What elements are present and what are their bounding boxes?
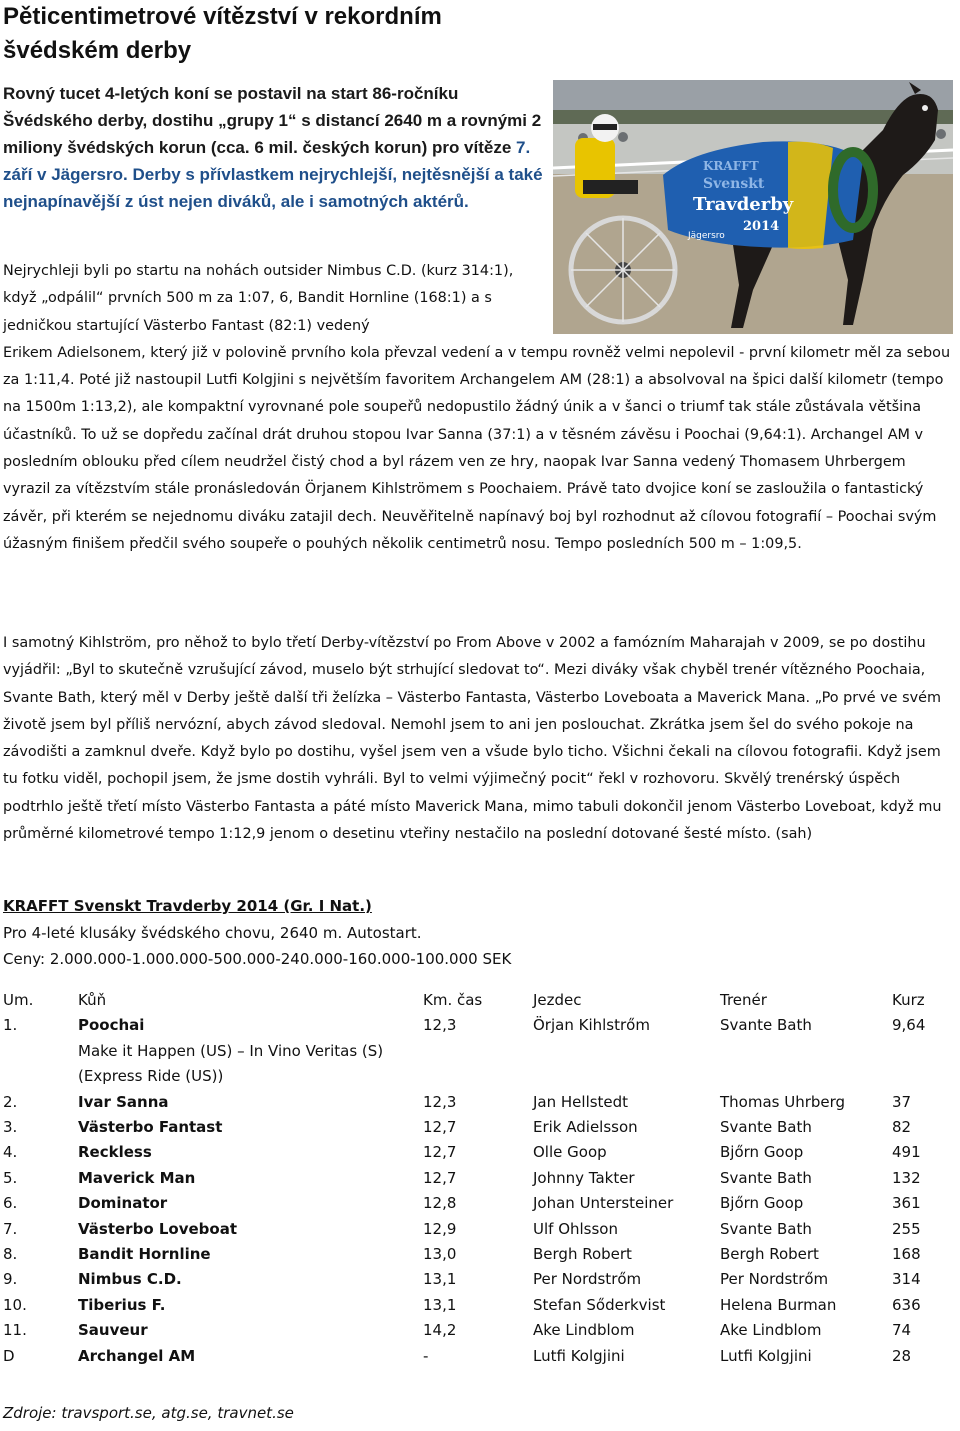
cell-horse xyxy=(78,1217,423,1242)
cell-horse xyxy=(78,1013,423,1089)
cell-horse xyxy=(78,1166,423,1191)
cell-time: 13,1 xyxy=(423,1295,457,1314)
cell-horse xyxy=(78,1293,423,1318)
horse-name: Tiberius F. xyxy=(78,1295,166,1314)
horse-name: Nimbus C.D. xyxy=(78,1270,182,1289)
table-row xyxy=(3,1267,952,1292)
blanket-text-1: KRAFFT xyxy=(703,159,759,173)
table-row xyxy=(3,1166,952,1191)
cell-odds: 361 xyxy=(892,1194,921,1213)
cell-position: 9. xyxy=(3,1270,18,1289)
cell-driver: Johan Untersteiner xyxy=(533,1194,674,1213)
cell-odds: 9,64 xyxy=(892,1016,926,1035)
table-row xyxy=(3,1140,952,1165)
header-time: Km. čas xyxy=(423,991,483,1009)
article-paragraph-2: I samotný Kihlström, pro něhož to bylo třetí Derby-vítězství po From Above v 2002 a famózním Maharajah v 2009, se po dostihu vyjádřil: „Byl to skutečně vzrušující závod, muselo být strhující sledovat to“. Mezi diváky však chyběl trenér vítězného Poochaia, Svante Bath, který měl v Derby ještě další tři želízka – Västerbo Fantasta, Västerbo Loveboata a Maverick Mana. „Po prvé ve svém životě jsem byl příliš nervózní, abych závod sledoval. Nemohl jsem to ani jen poslouchat. Zkrátka jsem šel do svého pokoje na závodišti a zamknul dveře. Když bylo po dostihu, vyšel jsem ven a všude bylo ticho. Všichni čekali na cílovou fotografii. Když jsem tu fotku viděl, pochopil jsem, že jsme dostih vyhráli. Byl to velmi výjimečný pocit“ řekl v rozhovoru. Skvělý trenérský úspěch podtrhlo ještě třetí místo Västerbo Fantasta a páté místo Maverick Mana, mimo tabuli dokončil jenom Västerbo Loveboat, když mu průměrné kilometrové tempo 1:12,9 jenom o desetinu vteřiny nestačilo na poslední dotované šesté místo. (sah) xyxy=(3,635,942,843)
horse-name: Reckless xyxy=(78,1143,152,1162)
article-lead xyxy=(3,80,543,215)
results-body xyxy=(3,1013,952,1369)
cell-driver: Ulf Ohlsson xyxy=(533,1219,618,1238)
cell-time: - xyxy=(423,1346,429,1365)
cell-time: 12,9 xyxy=(423,1219,457,1238)
cell-trainer: Helena Burman xyxy=(720,1295,837,1314)
cell-odds: 636 xyxy=(892,1295,921,1314)
table-row xyxy=(3,1013,952,1089)
results-table xyxy=(3,988,952,1369)
header-position: Um. xyxy=(3,991,34,1009)
cell-odds: 255 xyxy=(892,1219,921,1238)
cell-driver: Lutfi Kolgjini xyxy=(533,1346,625,1365)
race-title: KRAFFT Svenskt Travderby 2014 (Gr. I Nat.) xyxy=(3,897,372,915)
cell-time: 14,2 xyxy=(423,1321,457,1340)
cell-time: 13,0 xyxy=(423,1245,457,1264)
horse-name: Poochai xyxy=(78,1016,145,1035)
cell-driver: Ake Lindblom xyxy=(533,1321,635,1340)
horse-name: Maverick Man xyxy=(78,1168,196,1187)
cell-trainer: Svante Bath xyxy=(720,1118,812,1137)
article-paragraph-1 xyxy=(3,258,955,558)
cell-odds: 491 xyxy=(892,1143,921,1162)
horse-name: Ivar Sanna xyxy=(78,1092,169,1111)
cell-horse xyxy=(78,1242,423,1267)
horse-pedigree: Make it Happen (US) – In Vino Veritas (S) (Express Ride (US)) xyxy=(78,1041,384,1086)
cell-horse xyxy=(78,1344,423,1369)
cell-trainer: Lutfi Kolgjini xyxy=(720,1346,812,1365)
cell-driver: Bergh Robert xyxy=(533,1245,632,1264)
table-row xyxy=(3,1318,952,1343)
blanket-sponsor: Jägersro xyxy=(688,231,725,241)
cell-horse xyxy=(78,1267,423,1292)
paragraph-1-narrow: Nejrychleji byli po startu na nohách outsider Nimbus C.D. (kurz 314:1), když „odpálil“ prvních 500 m za 1:07, 6, Bandit Hornline (168:1) a s jedničkou startující Västerbo Fantast (82:1) vedený xyxy=(3,263,514,334)
table-row xyxy=(3,1191,952,1216)
sources-note: Zdroje: travsport.se, atg.se, travnet.se xyxy=(3,1404,294,1422)
cell-time: 12,3 xyxy=(423,1092,457,1111)
cell-position: 4. xyxy=(3,1143,18,1162)
cell-trainer: Svante Bath xyxy=(720,1219,812,1238)
table-row xyxy=(3,1090,952,1115)
horse-name: Archangel AM xyxy=(78,1346,196,1365)
blanket-text-2: Svenskt xyxy=(703,176,765,192)
cell-trainer: Ake Lindblom xyxy=(720,1321,822,1340)
table-row xyxy=(3,1242,952,1267)
cell-position: D xyxy=(3,1346,15,1365)
cell-horse xyxy=(78,1090,423,1115)
cell-position: 11. xyxy=(3,1321,27,1340)
cell-time: 12,7 xyxy=(423,1118,457,1137)
article-title: Pěticentimetrové vítězství v rekordním švédském derby xyxy=(3,3,442,64)
horse-name: Sauveur xyxy=(78,1321,148,1340)
cell-time: 12,8 xyxy=(423,1194,457,1213)
blanket-text-3: Travderby xyxy=(693,194,794,215)
cell-position: 10. xyxy=(3,1295,27,1314)
header-odds: Kurz xyxy=(892,991,925,1009)
cell-time: 12,7 xyxy=(423,1143,457,1162)
table-row xyxy=(3,1217,952,1242)
blanket-year: 2014 xyxy=(743,219,780,234)
cell-trainer: Per Nordstrőm xyxy=(720,1270,829,1289)
cell-position: 6. xyxy=(3,1194,18,1213)
cell-horse xyxy=(78,1191,423,1216)
cell-trainer: Bergh Robert xyxy=(720,1245,819,1264)
cell-position: 7. xyxy=(3,1219,18,1238)
cell-position: 2. xyxy=(3,1092,18,1111)
horse-name: Dominator xyxy=(78,1194,168,1213)
cell-trainer: Bjőrn Goop xyxy=(720,1143,804,1162)
cell-odds: 132 xyxy=(892,1168,921,1187)
cell-horse xyxy=(78,1318,423,1343)
horse-name: Bandit Hornline xyxy=(78,1245,211,1264)
paragraph-1-wide: Erikem Adielsonem, který již v polovině prvního kola převzal vedení a v tempu rovněž velmi nepolevil - první kilometr měl za sebou za 1:11,4. Poté již nastoupil Lutfi Kolgjini s největším favoritem Archangelem AM (28:1) a absolvoval na špici další kilometr (tempo na 1500m 1:13,2), ale kompaktní vyrovnané pole soupeřů nedopustilo žádný únik a v šanci o triumf tak stále zůstávala většina účastníků. To už se dopředu začínal drát druhou stopou Ivar Sanna (37:1) a v těsném závěsu i Poochai (9,64:1). Archangel AM v posledním oblouku před cílem neudržel čistý chod a byl rázem ven ze hry, naopak Ivar Sanna vedený Thomasem Uhrbergem vyrazil za vítězstvím stále pronásledován Örjanem Kihlströmem s Poochaiem. Právě tato dvojice koní se zasloužila o fantastický závěr, při kterém se nejednomu diváku zatajil dech. Neuvěřitelně napínavý boj byl rozhodnut až cílovou fotografií – Poochai svým úžasným finišem předčil svého soupeře o pouhých několik centimetrů nosu. Tempo posledních 500 m – 1:09,5. xyxy=(3,344,951,552)
cell-driver: Stefan Sőderkvist xyxy=(533,1295,666,1314)
cell-driver: Örjan Kihlstrőm xyxy=(533,1016,650,1035)
cell-position: 1. xyxy=(3,1016,18,1035)
cell-position: 5. xyxy=(3,1168,18,1187)
table-row xyxy=(3,1115,952,1140)
header-driver: Jezdec xyxy=(533,991,582,1009)
cell-trainer: Bjőrn Goop xyxy=(720,1194,804,1213)
cell-odds: 168 xyxy=(892,1245,921,1264)
cell-odds: 74 xyxy=(892,1321,912,1340)
cell-odds: 82 xyxy=(892,1118,912,1137)
cell-driver: Olle Goop xyxy=(533,1143,607,1162)
cell-trainer: Thomas Uhrberg xyxy=(720,1092,846,1111)
lead-date: 7. září v Jägersro. xyxy=(3,138,531,184)
cell-horse xyxy=(78,1115,423,1140)
cell-horse xyxy=(78,1140,423,1165)
cell-time: 13,1 xyxy=(423,1270,457,1289)
cell-position: 3. xyxy=(3,1118,18,1137)
cell-odds: 37 xyxy=(892,1092,912,1111)
cell-driver: Jan Hellstedt xyxy=(533,1092,629,1111)
header-trainer: Trenér xyxy=(720,991,767,1009)
cell-driver: Johnny Takter xyxy=(533,1168,635,1187)
lead-text-1: Rovný tucet 4-letých koní se postavil na start 86-ročníku Švédského derby, dostihu „grupy 1“ s distancí 2640 m a rovnými 2 miliony švédských korun (cca. 6 mil. českých korun) pro vítěze xyxy=(3,84,542,157)
results-header-row xyxy=(3,988,952,1013)
table-row xyxy=(3,1344,952,1369)
cell-trainer: Svante Bath xyxy=(720,1168,812,1187)
cell-time: 12,7 xyxy=(423,1168,457,1187)
cell-position: 8. xyxy=(3,1245,18,1264)
race-conditions: Pro 4-leté klusáky švédského chovu, 2640 m. Autostart. xyxy=(3,924,422,942)
header-horse: Kůň xyxy=(78,991,107,1009)
cell-driver: Erik Adielsson xyxy=(533,1118,638,1137)
cell-driver: Per Nordstrőm xyxy=(533,1270,642,1289)
race-prizes: Ceny: 2.000.000-1.000.000-500.000-240.000-160.000-100.000 SEK xyxy=(3,950,512,968)
horse-name: Västerbo Loveboat xyxy=(78,1219,237,1238)
table-row xyxy=(3,1293,952,1318)
cell-trainer: Svante Bath xyxy=(720,1016,812,1035)
lead-text-2: Derby s přívlastkem nejrychlejší, nejtěsnější a také nejnapínavější z úst nejen diváků, ale i samotných aktérů. xyxy=(3,165,543,211)
cell-odds: 314 xyxy=(892,1270,921,1289)
cell-odds: 28 xyxy=(892,1346,912,1365)
cell-time: 12,3 xyxy=(423,1016,457,1035)
horse-name: Västerbo Fantast xyxy=(78,1118,223,1137)
